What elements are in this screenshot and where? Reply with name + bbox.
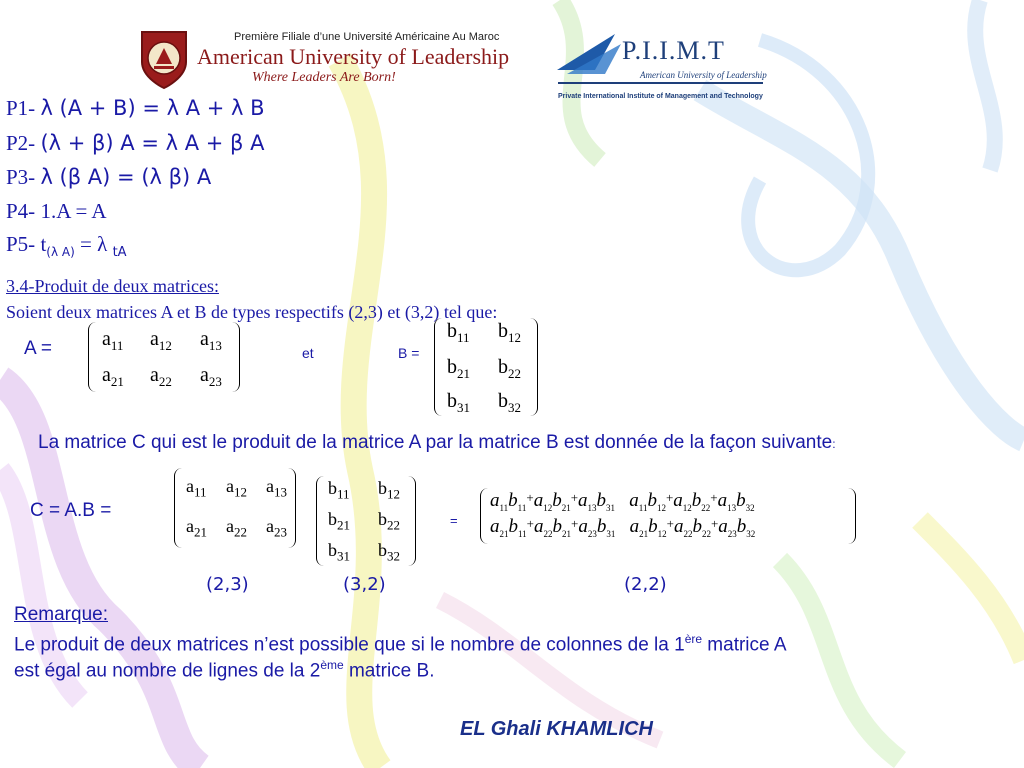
yellow-streamer-2	[920, 520, 1024, 660]
property-expression: (λ + β) A = λ A + β A	[40, 131, 265, 155]
property-expression: λ (A + B) = λ A + λ B	[40, 96, 265, 120]
result-row-2: $a_{21}b_{11}^+a_{22}b_{21}^+a_{23}b_{31}$ $a_{21}b_{12}^+a_{22}b_{22}^+a_{23}b_{32}$	[490, 516, 756, 539]
remark-line-1-end: matrice A	[702, 634, 787, 656]
matrix-a	[88, 322, 240, 392]
property-label: P3-	[6, 165, 36, 189]
matrix-bracket-left	[480, 488, 488, 544]
matrix-bracket-right	[848, 488, 856, 544]
property-label: P5-	[6, 232, 36, 256]
matrix-bracket-left	[88, 322, 96, 392]
transpose-subscript-ta: tA	[112, 245, 127, 261]
matrix-a-label: A =	[24, 338, 52, 359]
piimt-wing-logo	[555, 30, 625, 82]
property-label: P4-	[6, 199, 36, 223]
transpose-t: t	[40, 232, 47, 256]
matrix-bracket-left	[174, 468, 182, 548]
matrix-bracket-left	[316, 476, 324, 566]
remark-line-1-text: Le produit de deux matrices n’est possible que si le nombre de colonnes de la 1	[14, 634, 685, 656]
matrix-bracket-right	[530, 318, 538, 416]
property-p5	[6, 232, 127, 260]
blue-streamer-2	[975, 0, 995, 170]
matrix-a-cell: $a_{11}$	[186, 476, 207, 500]
matrix-b-label: B =	[398, 345, 420, 361]
product-sentence-text: La matrice C qui est le produit de la matrice A par la matrice B est donnée de la façon suivante	[38, 432, 833, 453]
transpose-subscript: (λ A)	[46, 245, 75, 260]
piimt-band	[558, 82, 763, 103]
property-label: P2-	[6, 131, 36, 155]
matrix-a-cell: $a_{22}$	[150, 364, 172, 389]
matrix-a-cell: $a_{13}$	[266, 476, 287, 500]
remark-title: Remarque:	[14, 604, 108, 625]
matrix-bracket-left	[434, 318, 442, 416]
matrix-a-cell: $a_{21}$	[102, 364, 124, 389]
aul-seal-logo	[134, 28, 194, 92]
matrix-b-cell: $b_{12}$	[378, 478, 400, 502]
matrix-b-cell: $b_{11}$	[328, 478, 350, 502]
author-signature: EL Ghali KHAMLICH	[460, 718, 653, 740]
remark-superscript: ère	[684, 632, 703, 646]
product-matrix-b	[316, 476, 416, 566]
product-matrix-a	[174, 468, 296, 548]
section-title: 3.4-Produit de deux matrices:	[6, 276, 219, 296]
aul-slogan: Where Leaders Are Born!	[252, 70, 396, 85]
property-p4	[6, 199, 107, 224]
product-sentence	[38, 432, 836, 454]
property-p2	[6, 131, 264, 155]
matrix-b-cell: $b_{11}$	[447, 320, 470, 345]
matrix-a-cell: $a_{22}$	[226, 516, 247, 540]
property-expression: 1.A = A	[40, 199, 107, 223]
property-label: P1-	[6, 96, 36, 120]
matrix-a-cell: $a_{11}$	[102, 328, 124, 353]
remark-line-2-text: est égal au nombre de lignes de la 2	[14, 660, 321, 682]
matrix-b-cell: $b_{32}$	[378, 540, 400, 564]
remark-superscript: ème	[320, 658, 344, 672]
matrix-b-cell: $b_{22}$	[498, 356, 521, 381]
piimt-band-text: Private International Institute of Management and Technology	[558, 93, 763, 100]
matrix-b-cell: $b_{22}$	[378, 509, 400, 533]
section-intro: Soient deux matrices A et B de types respectifs (2,3) et (3,2) tel que:	[6, 302, 498, 322]
property-p3	[6, 165, 211, 189]
piimt-subtitle: American University of Leadership	[640, 70, 767, 80]
matrix-b-cell: $b_{12}$	[498, 320, 521, 345]
result-row-1: $a_{11}b_{11}^+a_{12}b_{21}^+a_{13}b_{31}$ $a_{11}b_{12}^+a_{12}b_{22}^+a_{13}b_{32}$	[490, 490, 755, 513]
aul-tagline-top: Première Filiale d’une Université Américaine Au Maroc	[234, 31, 500, 43]
matrix-bracket-right	[232, 322, 240, 392]
matrix-a-cell: $a_{13}$	[200, 328, 222, 353]
matrix-b-cell: $b_{31}$	[328, 540, 350, 564]
matrix-b-cell: $b_{21}$	[328, 509, 350, 533]
green-streamer-2	[780, 560, 900, 760]
matrix-b	[434, 318, 538, 416]
matrix-bracket-right	[408, 476, 416, 566]
c-equals-label: C = A.B =	[30, 500, 112, 521]
matrix-bracket-right	[288, 468, 296, 548]
et-label: et	[302, 345, 314, 361]
property-expression: λ (β A) = (λ β) A	[40, 165, 212, 189]
product-equals-sign: =	[450, 513, 458, 528]
remark-line-2	[14, 658, 434, 682]
matrix-b-cell: $b_{21}$	[447, 356, 470, 381]
piimt-name: P.I.I.M.T	[622, 36, 725, 65]
matrix-a-cell: $a_{12}$	[226, 476, 247, 500]
dims-a: (2,3)	[206, 574, 249, 595]
matrix-a-cell: $a_{23}$	[200, 364, 222, 389]
property-p1	[6, 96, 265, 120]
aul-name: American University of Leadership	[197, 44, 510, 69]
dims-b: (3,2)	[343, 574, 386, 595]
product-sentence-colon: :	[832, 437, 836, 451]
matrix-a-cell: $a_{12}$	[150, 328, 172, 353]
matrix-a-cell: $a_{23}$	[266, 516, 287, 540]
dims-c: (2,2)	[624, 574, 667, 595]
result-matrix	[480, 488, 856, 544]
matrix-a-cell: $a_{21}$	[186, 516, 207, 540]
remark-line-2-end: matrice B.	[343, 660, 435, 682]
remark-line-1	[14, 632, 787, 656]
property-equals-lambda: = λ	[80, 232, 108, 256]
matrix-b-cell: $b_{31}$	[447, 390, 470, 415]
matrix-b-cell: $b_{32}$	[498, 390, 521, 415]
